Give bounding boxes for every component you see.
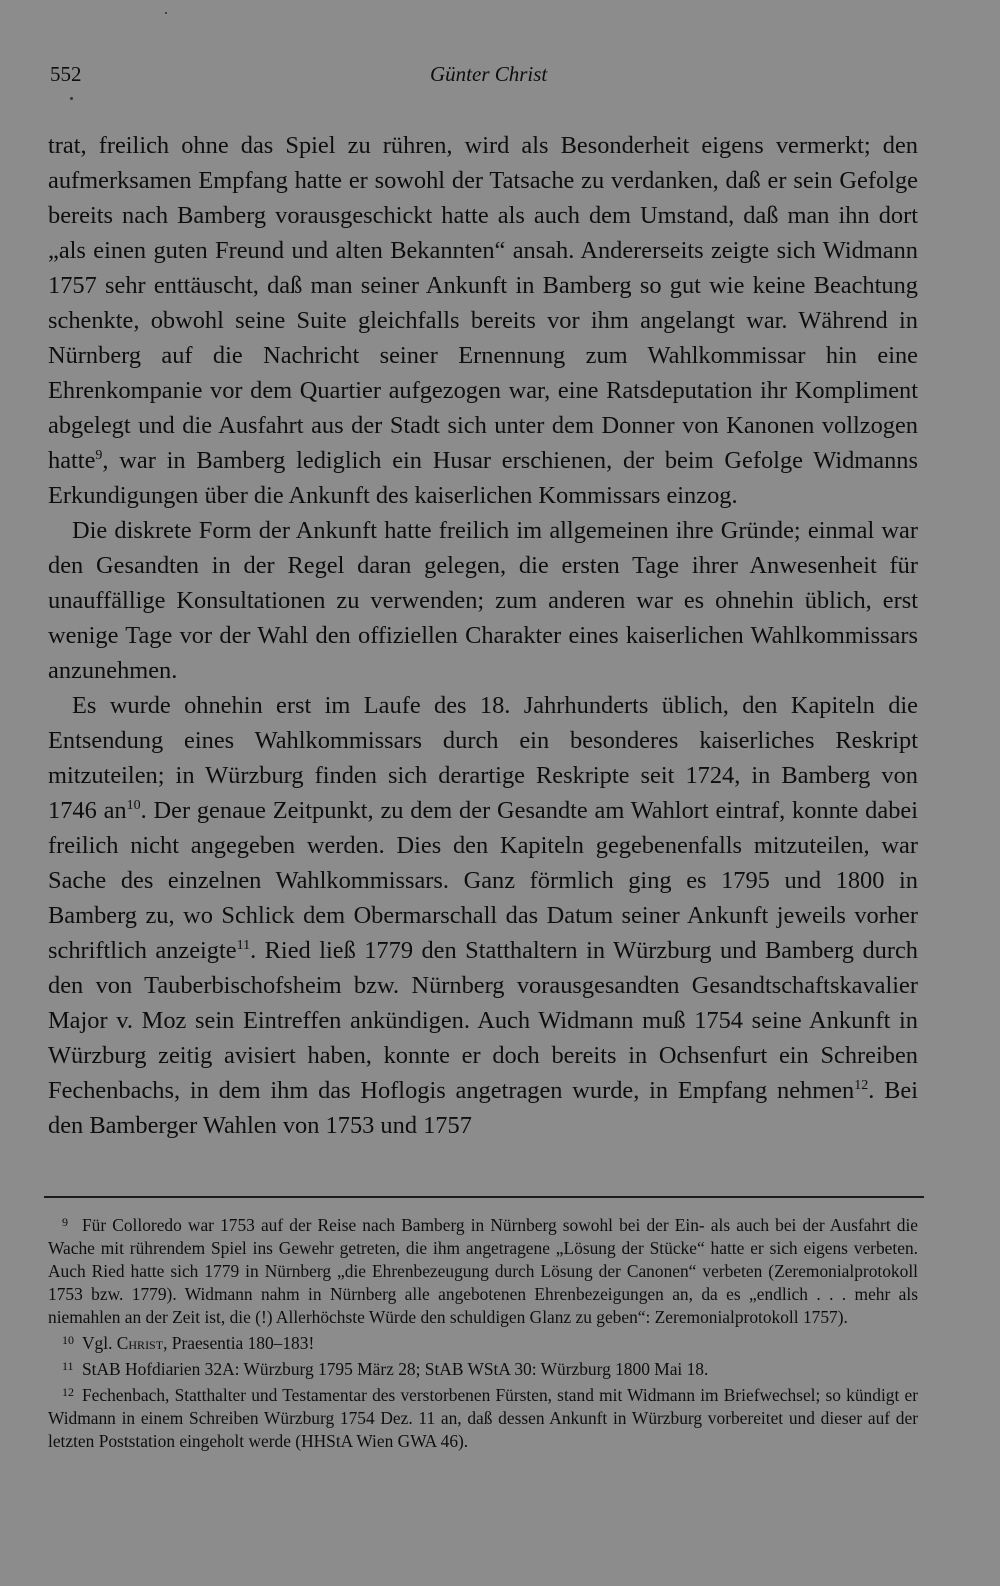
footnote-ref: 9	[95, 448, 103, 463]
paragraph	[48, 128, 918, 513]
running-head: Günter Christ	[430, 62, 548, 86]
main-text	[48, 128, 918, 1143]
page-header	[50, 62, 920, 92]
text-run: , war in Bamberg lediglich ein Husar erschienen, der beim Gefolge Widmanns Erkundigungen über die Ankunft des kaiserlichen Kommissars einzog.	[48, 447, 918, 509]
footnote	[48, 1211, 918, 1329]
text-run: . Der genaue Zeitpunkt, zu dem der Gesandte am Wahlort eintraf, konnte dabei freilich nicht angegeben werden. Dies den Kapiteln gegebenenfalls mitzuteilen, war Sache des einzelnen Wahlkommissars. Ganz förmlich ging es 1795 und 1800 in Bamberg zu, wo Schlick dem Obermarschall das Datum seiner Ankunft jeweils vorher schriftlich anzeigte	[48, 797, 918, 964]
footnote-divider	[44, 1196, 924, 1198]
footnote	[48, 1355, 918, 1381]
footnote-ref: 11	[236, 938, 251, 953]
footnote-text: Vgl.	[82, 1333, 117, 1353]
footnote-number: 12	[62, 1385, 74, 1399]
footnote	[48, 1381, 918, 1453]
scan-speck	[70, 97, 73, 100]
footnote-number: 10	[62, 1333, 74, 1347]
footnote-text: Fechenbach, Statthalter und Testamentar des verstorbenen Fürsten, stand mit Widmann im Briefwechsel; so kündigt er Widmann in einem Schreiben Würzburg 1754 Dez. 11 an, daß dessen Ankunft in Würzburg vorbereitet und dieser auf der letzten Poststation eingeholt werde (HHStA Wien GWA 46).	[48, 1385, 918, 1451]
page-number: 552	[50, 62, 82, 86]
footnote	[48, 1329, 918, 1355]
scan-speck	[165, 12, 167, 14]
footnote-text: StAB Hofdiarien 32A: Würzburg 1795 März 28; StAB WStA 30: Würzburg 1800 Mai 18.	[82, 1359, 709, 1379]
text-run: Es wurde ohnehin erst im Laufe des 18. Jahrhunderts üblich, den Kapiteln die Entsendung eines Wahlkommissars durch ein besonderes kaiserliches Reskript mitzuteilen; in Würzburg finden sich derartige Reskripte seit 1724, in Bamberg von 1746 an	[48, 692, 918, 824]
footnote-ref: 12	[854, 1078, 869, 1093]
footnotes	[48, 1211, 918, 1453]
text-run: . Bei den Bamberger Wahlen von 1753 und 1757	[48, 1077, 918, 1139]
text-run: . Ried ließ 1779 den Statthaltern in Würzburg und Bamberg durch den von Tauberbischofsheim bzw. Nürnberg vorausgesandten Gesandtschaftskavalier Major v. Moz sein Eintreffen ankündigen. Auch Widmann muß 1754 seine Ankunft in Würzburg zeitig avisiert haben, konnte er doch bereits in Ochsenfurt ein Schreiben Fechenbachs, in dem ihm das Hoflogis angetragen wurde, in Empfang nehmen	[48, 937, 918, 1104]
paragraph	[48, 688, 918, 1143]
paragraph: Die diskrete Form der Ankunft hatte freilich im allgemeinen ihre Gründe; einmal war den Gesandten in der Regel daran gelegen, die ersten Tage ihrer Anwesenheit für unauffällige Konsultationen zu verwenden; zum anderen war es ohnehin üblich, erst wenige Tage vor der Wahl den offiziellen Charakter eines kaiserlichen Wahlkommissars anzunehmen.	[48, 517, 918, 684]
footnote-ref: 10	[126, 798, 141, 813]
footnote-number: 9	[62, 1215, 68, 1229]
text-run: trat, freilich ohne das Spiel zu rühren, wird als Besonderheit eigens vermerkt; den aufmerksamen Empfang hatte er sowohl der Tatsache zu verdanken, daß er sein Gefolge bereits nach Bamberg vorausgeschickt hatte als auch dem Umstand, daß man ihn dort „als einen guten Freund und alten Bekannten“ ansah. Andererseits zeigte sich Widmann 1757 sehr enttäuscht, daß man seiner Ankunft in Bamberg so gut wie keine Beachtung schenkte, obwohl seine Suite gleichfalls bereits vor ihm angelangt war. Während in Nürnberg auf die Nachricht seiner Ernennung zum Wahlkommissar hin eine Ehrenkompanie vor dem Quartier aufgezogen war, eine Ratsdeputation ihr Kompliment abgelegt und die Ausfahrt aus der Stadt sich unter dem Donner von Kanonen vollzogen hatte	[48, 132, 918, 474]
footnote-number: 11	[62, 1359, 74, 1373]
author-name: Christ	[116, 1333, 164, 1353]
footnote-text: Für Colloredo war 1753 auf der Reise nach Bamberg in Nürnberg sowohl bei der Ein- als auch bei der Ausfahrt die Wache mit rührendem Spiel ins Gewehr getreten, die ihm angetragene „Lösung der Stücke“ hatte er sich eigens verbeten. Auch Ried hatte sich 1779 in Nürnberg „die Ehrenbezeugung durch Lösung der Canonen“ verbeten (Zeremonialprotokoll 1753 bzw. 1779). Widmann nahm in Nürnberg alle angebotenen Ehrenbezeigungen an, da es „endlich . . . mehr als niemahlen an der Zeit ist, die (!) Allerhöchste Würde den schuldigen Glanz zu geben“: Zeremonialprotokoll 1757).	[48, 1215, 918, 1327]
footnote-text: , Praesentia 180–183!	[163, 1333, 315, 1353]
